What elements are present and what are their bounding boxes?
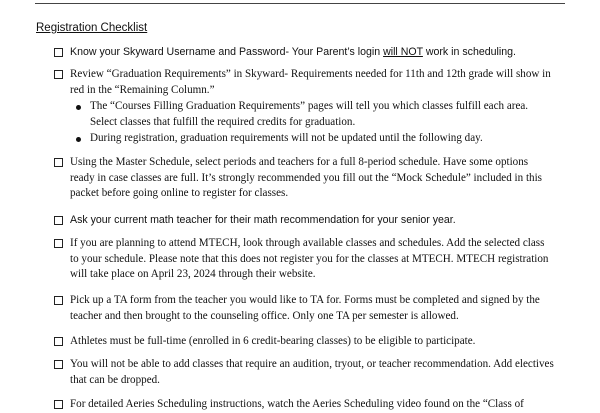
checkbox-icon[interactable] [54,158,63,167]
page-title: Registration Checklist [36,22,148,34]
checklist-item-text: Ask your current math teacher for their math recommendation for your senior year. [70,214,456,226]
checkbox-icon[interactable] [54,360,63,369]
checklist-item-electives [54,357,554,388]
sub-bullet-text: The “Courses Filling Graduation Requirements” pages will tell you which classes fulfill each area. Select classes that fulfill the required credits for graduation. [90,100,529,128]
checklist-item-text: For detailed Aeries Scheduling instructions, watch the Aeries Scheduling video found on the “Class of [70,398,524,410]
checkbox-icon[interactable] [54,70,63,79]
checkbox-icon[interactable] [54,239,63,248]
checklist-item-ta-form [54,293,554,324]
checkbox-icon[interactable] [54,296,63,305]
sub-bullet-courses-filling [90,99,554,130]
checklist-item-text: If you are planning to attend MTECH, look through available classes and schedules. Add the selected class to your schedule. Please note that this does not register you for the classes at MTECH. MTECH registration will take place on April 23, 2024 through their website. [70,237,549,280]
checklist-item-master-schedule [54,155,554,202]
top-divider [35,3,565,4]
sub-bullet-registration-updates [90,131,554,147]
bullet-icon [76,105,81,110]
bullet-icon [76,137,81,142]
checklist-item-aeries-instructions [54,397,554,413]
checkbox-icon[interactable] [54,337,63,346]
checklist-item-text: Know your Skyward Username and Password- Your Parent’s login will NOT work in scheduling. [70,46,516,58]
checklist-item-text: Review “Graduation Requirements” in Skyward- Requirements needed for 11th and 12th grade will show in red in the “Remaining Column.” [70,68,551,96]
checklist-item-math-recommendation [54,213,554,229]
checkbox-icon[interactable] [54,400,63,409]
emphasis-text: will NOT [383,46,423,58]
checklist-item-text: Using the Master Schedule, select periods and teachers for a full 8-period schedule. Have some options ready in case classes are full. It’s strongly recommended you fill out the “Mock Schedule” included in this packet before going online to register for classes. [70,156,542,199]
checklist-item-text: Athletes must be full-time (enrolled in 6 credit-bearing classes) to be eligible to participate. [70,335,476,347]
checkbox-icon[interactable] [54,48,63,57]
checklist-item-skyward-login [54,45,554,61]
checklist-item-graduation-requirements [54,67,554,147]
checklist-item-athletes [54,334,554,350]
checkbox-icon[interactable] [54,216,63,225]
checklist-item-text: Pick up a TA form from the teacher you would like to TA for. Forms must be completed and signed by the teacher and then brought to the counseling office. Only one TA per semester is allowed. [70,294,540,322]
checklist-item-mtech [54,236,554,283]
checklist-item-text: You will not be able to add classes that require an audition, tryout, or teacher recommendation. Add electives that can be dropped. [70,358,554,386]
sub-bullet-text: During registration, graduation requirements will not be updated until the following day. [90,132,483,144]
